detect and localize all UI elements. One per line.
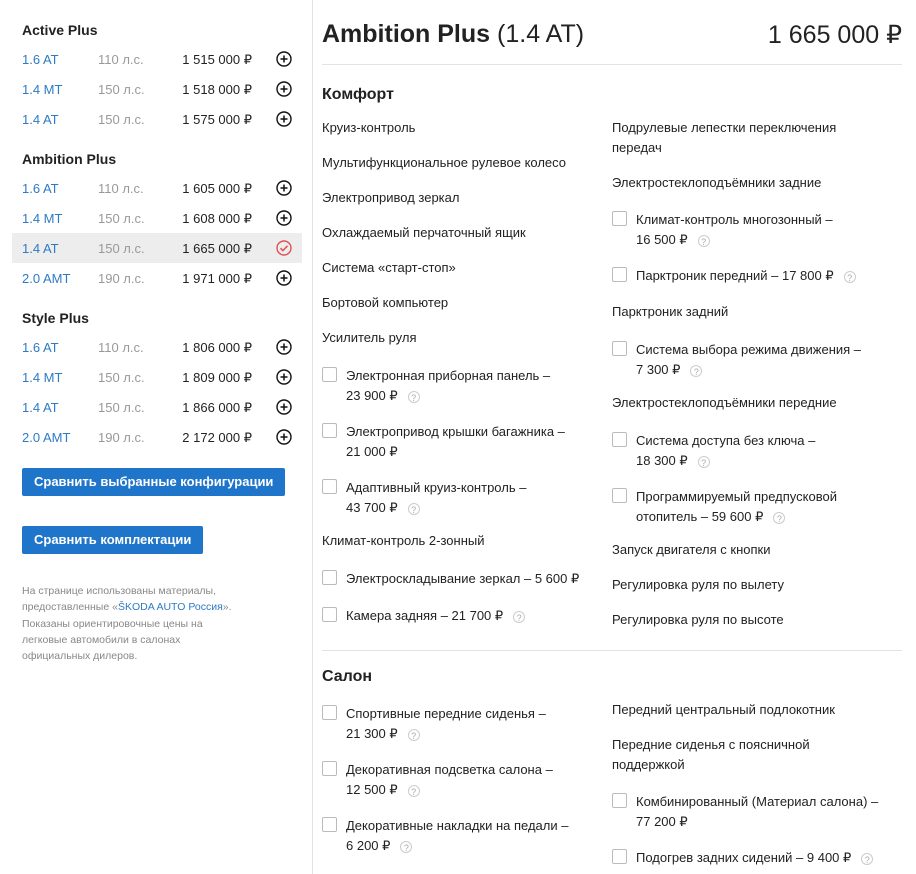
help-icon[interactable]: ? — [698, 456, 710, 468]
config-row[interactable] — [12, 263, 302, 293]
feature-item: Регулировка руля по высоте — [612, 612, 784, 627]
compare-configs-button[interactable]: Сравнить выбранные конфигурации — [22, 468, 285, 496]
feature-item: Запуск двигателя с кнопки — [612, 542, 771, 557]
hp-label: 190 л.с. — [98, 271, 145, 286]
option-label: Электроскладывание зеркал – 5 600 ₽ — [346, 571, 580, 586]
hp-label: 150 л.с. — [98, 241, 145, 256]
option-price: 21 000 ₽ — [346, 444, 398, 459]
skoda-link[interactable]: ŠKODA AUTO Россия — [117, 601, 223, 613]
compare-trims-button[interactable]: Сравнить комплектации — [22, 526, 203, 554]
option-checkbox[interactable] — [322, 705, 337, 720]
hp-label: 150 л.с. — [98, 82, 145, 97]
option-price: 16 500 ₽ — [636, 232, 688, 247]
add-circle-icon[interactable] — [276, 51, 292, 67]
add-circle-icon[interactable] — [276, 429, 292, 445]
hp-label: 150 л.с. — [98, 112, 145, 127]
total-price: 1 665 000 ₽ — [767, 21, 902, 49]
price-label: 1 608 000 ₽ — [182, 211, 252, 226]
option-label: Камера задняя – 21 700 ₽ — [346, 608, 504, 623]
option-label: Декоративная подсветка салона – — [346, 762, 553, 777]
feature-item: Электропривод зеркал — [322, 190, 460, 205]
price-note: Показаны ориентировочные цены на легковые автомобили в салонах официальных дилеров. — [22, 618, 203, 662]
price-label: 1 515 000 ₽ — [182, 52, 252, 67]
add-circle-icon[interactable] — [276, 369, 292, 385]
help-icon[interactable]: ? — [844, 271, 856, 283]
group-title: Style Plus — [22, 310, 89, 326]
add-circle-icon[interactable] — [276, 111, 292, 127]
option-label: Комбинированный (Материал салона) – — [636, 794, 879, 809]
sidebar — [0, 0, 313, 874]
engine-link[interactable]: 2.0 AMT — [22, 430, 71, 445]
config-row[interactable] — [12, 362, 302, 392]
help-icon[interactable]: ? — [773, 512, 785, 524]
feature-item: Электростеклоподъёмники задние — [612, 175, 822, 190]
option-price: отопитель – 59 600 ₽ — [636, 509, 764, 524]
price-label: 1 575 000 ₽ — [182, 112, 252, 127]
option-price: 21 300 ₽ — [346, 726, 398, 741]
price-label: 1 605 000 ₽ — [182, 181, 252, 196]
note-text: ». — [222, 601, 232, 613]
config-row-selected[interactable] — [12, 233, 302, 263]
option-price: 23 900 ₽ — [346, 388, 398, 403]
config-row[interactable] — [12, 104, 302, 134]
option-label: Электропривод крышки багажника – — [346, 424, 565, 439]
feature-item — [612, 735, 882, 775]
option-label: Подогрев задних сидений – 9 400 ₽ — [636, 850, 852, 865]
group-title: Active Plus — [22, 22, 98, 38]
option-label: Парктроник передний – 17 800 ₽ — [636, 268, 834, 283]
engine-link[interactable]: 1.4 MT — [22, 370, 63, 385]
feature-item: Круиз-контроль — [322, 120, 416, 135]
group-title: Ambition Plus — [22, 151, 117, 167]
add-circle-icon[interactable] — [276, 270, 292, 286]
feature-item: Охлаждаемый перчаточный ящик — [322, 225, 526, 240]
engine-link[interactable]: 1.4 AT — [22, 400, 59, 415]
add-circle-icon[interactable] — [276, 81, 292, 97]
option-label: Спортивные передние сиденья – — [346, 706, 546, 721]
engine-name: (1.4 AT) — [497, 20, 585, 48]
help-icon[interactable]: ? — [861, 853, 873, 865]
source-note — [22, 583, 242, 615]
option-label: Электронная приборная панель – — [346, 368, 551, 383]
trim-name: Ambition Plus — [322, 20, 491, 48]
feature-item: Усилитель руля — [322, 330, 417, 345]
feature-text: передач — [612, 140, 662, 155]
price-label: 1 806 000 ₽ — [182, 340, 252, 355]
hp-label: 190 л.с. — [98, 430, 145, 445]
add-circle-icon[interactable] — [276, 399, 292, 415]
option-checkbox[interactable] — [612, 793, 627, 808]
engine-link[interactable]: 1.6 AT — [22, 340, 59, 355]
help-icon[interactable]: ? — [408, 785, 420, 797]
option-label: Адаптивный круиз-контроль – — [346, 480, 527, 495]
price-label: 2 172 000 ₽ — [182, 430, 252, 445]
feature-item: Бортовой компьютер — [322, 295, 449, 310]
config-row[interactable] — [12, 392, 302, 422]
help-icon[interactable]: ? — [513, 611, 525, 623]
engine-link[interactable]: 1.6 AT — [22, 181, 59, 196]
option-checkbox[interactable] — [322, 817, 337, 832]
option-label: Система выбора режима движения – — [636, 342, 862, 357]
option-item[interactable] — [322, 760, 592, 800]
section-title-salon: Салон — [322, 668, 373, 685]
check-circle-icon[interactable] — [276, 240, 292, 256]
engine-link[interactable]: 1.4 AT — [22, 241, 59, 256]
help-icon[interactable]: ? — [408, 503, 420, 515]
price-label: 1 866 000 ₽ — [182, 400, 252, 415]
help-icon[interactable]: ? — [698, 235, 710, 247]
hp-label: 110 л.с. — [98, 181, 144, 196]
hp-label: 150 л.с. — [98, 370, 145, 385]
option-price: 7 300 ₽ — [636, 362, 681, 377]
option-label: Программируемый предпусковой — [636, 489, 837, 504]
feature-item: Мультифункциональное рулевое колесо — [322, 155, 567, 170]
feature-item: Парктроник задний — [612, 304, 729, 319]
hp-label: 150 л.с. — [98, 400, 145, 415]
price-label: 1 809 000 ₽ — [182, 370, 252, 385]
add-circle-icon[interactable] — [276, 210, 292, 226]
option-price: 18 300 ₽ — [636, 453, 688, 468]
help-icon[interactable]: ? — [408, 729, 420, 741]
salon-left-column — [322, 0, 592, 874]
hp-label: 110 л.с. — [98, 52, 144, 67]
feature-item: Регулировка руля по вылету — [612, 577, 784, 592]
engine-link[interactable]: 1.4 MT — [22, 211, 63, 226]
option-checkbox[interactable] — [612, 849, 627, 864]
option-price: 77 200 ₽ — [636, 814, 688, 829]
price-label: 1 665 000 ₽ — [182, 241, 252, 256]
help-icon[interactable]: ? — [400, 841, 412, 853]
config-row[interactable] — [12, 332, 302, 362]
feature-text: Подрулевые лепестки переключения — [612, 120, 837, 135]
engine-link[interactable]: 1.4 MT — [22, 82, 63, 97]
add-circle-icon[interactable] — [276, 180, 292, 196]
option-price: 12 500 ₽ — [346, 782, 398, 797]
option-label: Климат-контроль многозонный – — [636, 212, 833, 227]
option-label: Декоративные накладки на педали – — [346, 818, 569, 833]
add-circle-icon[interactable] — [276, 339, 292, 355]
hp-label: 150 л.с. — [98, 211, 145, 226]
price-label: 1 971 000 ₽ — [182, 271, 252, 286]
help-icon[interactable]: ? — [408, 391, 420, 403]
feature-text: поддержкой — [612, 757, 685, 772]
config-row[interactable] — [12, 74, 302, 104]
help-icon[interactable]: ? — [690, 365, 702, 377]
note-text: На странице использованы материалы, предоставленные « — [22, 585, 216, 613]
feature-item: Передний центральный подлокотник — [612, 702, 835, 717]
option-label: Система доступа без ключа – — [636, 433, 816, 448]
engine-link[interactable]: 1.4 AT — [22, 112, 59, 127]
option-item[interactable] — [612, 848, 882, 868]
config-row[interactable] — [12, 422, 302, 452]
option-price: 43 700 ₽ — [346, 500, 398, 515]
option-item[interactable] — [322, 816, 592, 856]
engine-link[interactable]: 1.6 AT — [22, 52, 59, 67]
option-item[interactable] — [612, 792, 882, 832]
config-row[interactable] — [12, 203, 302, 233]
feature-item: Система «старт-стоп» — [322, 260, 456, 275]
feature-item: Климат-контроль 2-зонный — [322, 533, 485, 548]
salon-right-column — [612, 0, 882, 874]
option-price: 6 200 ₽ — [346, 838, 391, 853]
price-label: 1 518 000 ₽ — [182, 82, 252, 97]
engine-link[interactable]: 2.0 AMT — [22, 271, 71, 286]
feature-text: Передние сиденья с поясничной — [612, 737, 810, 752]
option-checkbox[interactable] — [322, 761, 337, 776]
config-row[interactable] — [12, 44, 302, 74]
section-title-comfort: Комфорт — [322, 86, 394, 103]
option-item[interactable] — [322, 704, 592, 744]
hp-label: 110 л.с. — [98, 340, 144, 355]
config-row[interactable] — [12, 173, 302, 203]
feature-item: Электростеклоподъёмники передние — [612, 395, 837, 410]
